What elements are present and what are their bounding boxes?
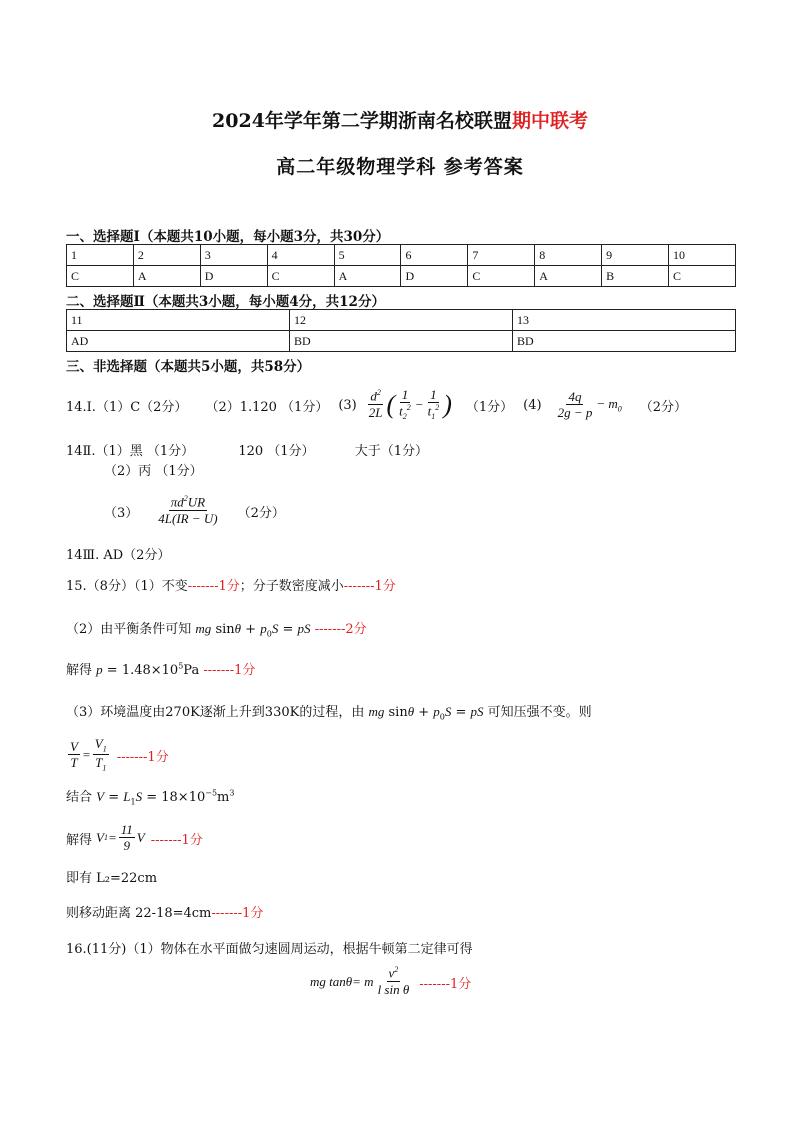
q14-1-part3-score: （1分） <box>465 399 514 415</box>
table-cell: C <box>267 266 334 287</box>
table-row <box>67 245 736 266</box>
q15-line7: 解得 V 1 = $\frac{11}{9}$ V -------1分 <box>66 821 203 853</box>
table-cell: 12 <box>290 310 513 331</box>
table-cell: AD <box>67 331 290 352</box>
table-cell: 8 <box>535 245 602 266</box>
q14-1-part4-label: (4) <box>523 397 542 413</box>
table-cell: 4 <box>267 245 334 266</box>
table-cell: 13 <box>513 310 736 331</box>
q14-2-line2: （2）丙 （1分） <box>104 464 203 479</box>
table-cell: 6 <box>401 245 468 266</box>
q15-line5: $\frac{V}{T}$ = $\frac{V_1}{T_1}$ -------1分 <box>70 735 169 773</box>
q15-line8: 即有 L₂=22cm <box>66 871 158 886</box>
table-cell: BD <box>513 331 736 352</box>
q15-line4: （3）环境温度由270K逐渐上升到330K的过程，由 mg $\sin\theta + p_0S$ = pS 可知压强不变。则 <box>66 704 592 722</box>
q14-1-line <box>66 380 687 430</box>
section3-heading: 三、非选择题（本题共5小题，共58分） <box>66 359 311 375</box>
section1-heading: 一、选择题Ⅰ（本题共10小题，每小题3分，共30分） <box>66 229 390 245</box>
q15-line1: 15.（8分）（1）不变-------1分；分子数密度减小-------1分 <box>66 579 396 594</box>
q14-1-formula4: $\frac{4q}{2g - p}$ − $m_0$ <box>557 388 622 420</box>
table-cell: 10 <box>669 245 736 266</box>
table-cell: B <box>602 266 669 287</box>
table-row <box>67 266 736 287</box>
section2-table <box>66 309 736 352</box>
table-cell: A <box>535 266 602 287</box>
table-cell: 3 <box>200 245 267 266</box>
q15-line2: （2）由平衡条件可知 mg $\sin\theta + p_0S$ = pS -------2分 <box>66 621 367 639</box>
q16-line1: 16.(11分)（1）物体在水平面做匀速圆周运动，根据牛顿第二定律可得 <box>66 942 473 957</box>
table-cell: 2 <box>133 245 200 266</box>
q14-1-part1: 14.Ⅰ.（1）C（2分） <box>66 399 188 415</box>
page-subtitle: 高二年级物理学科 参考答案 <box>276 156 524 178</box>
q14-1-part3-label: (3) <box>338 397 357 413</box>
table-cell: 5 <box>334 245 401 266</box>
q14-2-line3: （3） $\frac{\pi d^2UR}{4L(IR - U)}$ （2分） <box>104 494 285 527</box>
table-cell: C <box>67 266 134 287</box>
table-row <box>67 310 736 331</box>
table-cell: BD <box>290 331 513 352</box>
title-highlight: 期中联考 <box>511 110 588 132</box>
q15-line9: 则移动距离 22-18=4cm-------1分 <box>66 906 264 921</box>
table-cell: C <box>669 266 736 287</box>
q14-1-part2: （2）1.120 （1分） <box>205 399 329 415</box>
table-cell: A <box>334 266 401 287</box>
q14-1-formula3: $\frac{d^2}{2L}$ ( $\frac{1}{t_2^2}$ − $\frac{1}{t_1^2}$ ) <box>368 387 452 422</box>
table-cell: 11 <box>67 310 290 331</box>
page-title: 2024年学年第二学期浙南名校联盟期中联考 <box>212 110 588 132</box>
section1-table <box>66 244 736 287</box>
q14-3-line: 14Ⅲ. AD（2分） <box>66 548 171 563</box>
table-cell: A <box>133 266 200 287</box>
q14-1-part4-score: （2分） <box>639 399 688 415</box>
table-cell: C <box>468 266 535 287</box>
q15-line6: 结合 $V = L_1S = 18\times 10^{-5}m^3$ <box>66 788 235 807</box>
table-cell: D <box>200 266 267 287</box>
q14-2-formula: $\frac{\pi d^2UR}{4L(IR - U)}$ <box>158 494 218 527</box>
q15-line3: 解得 $p = 1.48\times 10^5Pa$ -------1分 <box>66 661 256 678</box>
table-cell: 9 <box>602 245 669 266</box>
table-cell: 7 <box>468 245 535 266</box>
q16-line2: mg tan θ = m $\frac{v^2}{\text{l sin θ}}$ -------1分 <box>310 965 472 998</box>
section2-heading: 二、选择题Ⅱ（本题共3小题，每小题4分，共12分） <box>66 294 385 310</box>
q14-2-line1: 14Ⅱ.（1）黑 （1分） 120 （1分） 大于（1分） <box>66 444 428 459</box>
table-cell: D <box>401 266 468 287</box>
table-row <box>67 331 736 352</box>
table-cell: 1 <box>67 245 134 266</box>
